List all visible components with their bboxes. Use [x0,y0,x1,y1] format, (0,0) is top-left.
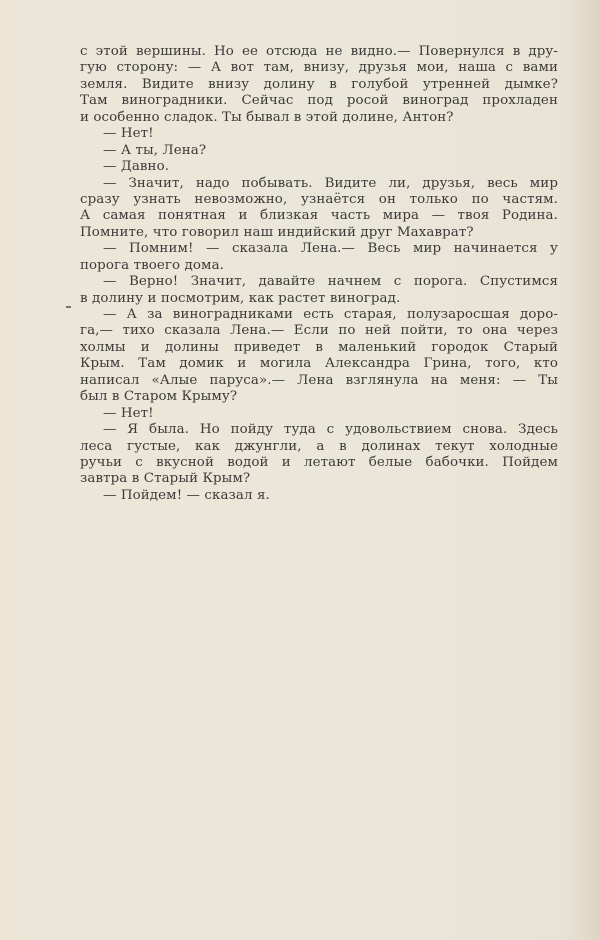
text-line: холмы и долины приведет в маленький городок Старый [80,339,558,355]
text-line: — Помним! — сказала Лена.— Весь мир начинается у [103,241,558,257]
text-line: с этой вершины. Но ее отсюда не видно.— Повернулся в дру- [80,44,558,59]
text-line: — Давно. [103,159,170,175]
margin-mark [66,306,71,308]
text-line: гую сторону: — А вот там, внизу, друзья мои, наша с вами [80,60,558,76]
page-text [80,44,558,504]
text-line: был в Старом Крыму? [80,389,238,405]
text-line: — Нет! [103,405,154,421]
text-line: — Верно! Значит, давайте начнем с порога. Спустимся [103,274,558,290]
text-line: леса густые, как джунгли, а в долинах текут холодные [80,438,558,454]
text-line: земля. Видите внизу долину в голубой утренней дымке? [80,76,558,92]
text-line: — А за виноградниками есть старая, полузаросшая доро- [103,307,558,322]
text-line: — Значит, надо побывать. Видите ли, друзья, весь мир [103,175,558,191]
text-line: порога твоего дома. [80,257,225,273]
text-line: — А ты, Лена? [103,142,207,158]
text-line: и особенно сладок. Ты бывал в этой долине, Антон? [80,109,454,125]
text-line: Помните, что говорил наш индийский друг Махаврат? [80,224,474,240]
text-line: — Нет! [103,126,154,142]
text-line: завтра в Старый Крым? [80,471,251,487]
text-line: — Пойдем! — сказал я. [103,487,270,503]
text-line: сразу узнать невозможно, узнаётся он только по частям. [80,191,558,207]
text-line: в долину и посмотрим, как растет виноград. [80,290,401,306]
text-line: ручьи с вкусной водой и летают белые бабочки. Пойдем [80,454,558,470]
text-line: написал «Алые паруса».— Лена взглянула на меня: — Ты [80,372,558,388]
text-line: га,— тихо сказала Лена.— Если по ней пойти, то она через [80,323,558,339]
text-line: — Я была. Но пойду туда с удовольствием снова. Здесь [103,422,558,438]
text-line: Там виноградники. Сейчас под росой виноград прохладен [80,93,558,109]
text-line: Крым. Там домик и могила Александра Грина, того, кто [80,356,558,372]
text-line: А самая понятная и близкая часть мира — твоя Родина. [80,208,558,224]
